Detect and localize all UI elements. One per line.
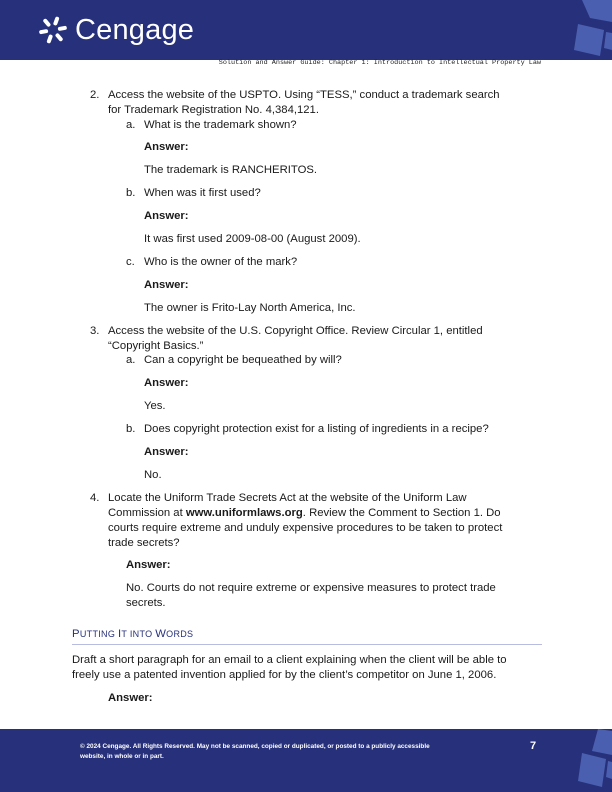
q4-text-line-3: courts require extreme and unduly expensive procedures to be taken to protect xyxy=(108,522,503,534)
q3-number: 3. xyxy=(90,325,100,337)
uniformlaws-link[interactable]: www.uniformlaws.org xyxy=(185,507,303,519)
cengage-logo-icon xyxy=(38,15,68,45)
copyright-line-1: © 2024 Cengage. All Rights Reserved. May not be scanned, copied or duplicated, or posted to a publicly accessible xyxy=(80,743,430,750)
q2b-answer-label: Answer: xyxy=(144,210,189,222)
putting-answer-label: Answer: xyxy=(108,692,153,704)
q3-text-line-2: “Copyright Basics.” xyxy=(108,340,204,352)
q4-answer-line-1: No. Courts do not require extreme or expensive measures to protect trade xyxy=(126,582,496,594)
header-decoration xyxy=(560,0,612,60)
title-sc-1: UTTING xyxy=(79,629,118,639)
q4-answer-line-2: secrets. xyxy=(126,597,166,609)
footer-band xyxy=(0,729,612,792)
q4-text-line-4: trade secrets? xyxy=(108,537,180,549)
q2-text-line-1: Access the website of the USPTO. Using “TESS,” conduct a trademark search xyxy=(108,89,500,101)
q4-line2-post: . Review the Comment to Section 1. Do xyxy=(302,507,501,519)
putting-text-line-2: freely use a patented invention applied for by the client’s competitor on June 1, 2006. xyxy=(72,669,497,681)
q4-line2-pre: Commission at xyxy=(108,507,186,519)
q2a-letter: a. xyxy=(126,119,136,131)
q4-text-line-1: Locate the Uniform Trade Secrets Act at the website of the Uniform Law xyxy=(108,492,467,504)
q2b-question: When was it first used? xyxy=(144,187,261,199)
title-sc-3: ORDS xyxy=(166,629,194,639)
title-cap-3: W xyxy=(155,628,167,640)
q2b-letter: b. xyxy=(126,187,136,199)
q3b-question: Does copyright protection exist for a listing of ingredients in a recipe? xyxy=(144,423,489,435)
q3b-answer-label: Answer: xyxy=(144,446,189,458)
copyright-notice xyxy=(80,742,500,762)
q2b-answer: It was first used 2009-08-00 (August 2009). xyxy=(144,233,361,245)
footer-decoration xyxy=(572,729,612,792)
q4-answer-label: Answer: xyxy=(126,559,171,571)
q2c-answer: The owner is Frito-Lay North America, Inc. xyxy=(144,302,356,314)
header-band xyxy=(0,0,612,60)
q2c-answer-label: Answer: xyxy=(144,279,189,291)
q2c-question: Who is the owner of the mark? xyxy=(144,256,298,268)
putting-text-line-1: Draft a short paragraph for an email to a client explaining when the client will be able to xyxy=(72,654,507,666)
q3b-answer: No. xyxy=(144,469,162,481)
q4-number: 4. xyxy=(90,492,100,504)
q4-text-line-2 xyxy=(108,506,501,521)
title-sc-2: T INTO xyxy=(121,629,156,639)
title-cap-2: I xyxy=(117,628,122,640)
q2c-letter: c. xyxy=(126,256,135,268)
title-cap-1: P xyxy=(72,628,80,640)
q2a-question: What is the trademark shown? xyxy=(144,119,297,131)
section-title xyxy=(72,628,193,640)
running-head: Solution and Answer Guide: Chapter 1: Introduction to Intellectual Property Law xyxy=(218,59,541,67)
q3a-answer-label: Answer: xyxy=(144,377,189,389)
section-divider xyxy=(72,644,542,645)
q3-text-line-1: Access the website of the U.S. Copyright Office. Review Circular 1, entitled xyxy=(108,325,483,337)
q2-number: 2. xyxy=(90,89,100,101)
q2a-answer: The trademark is RANCHERITOS. xyxy=(144,164,318,176)
q3a-answer: Yes. xyxy=(144,400,166,412)
q2-text-line-2: for Trademark Registration No. 4,384,121. xyxy=(108,104,319,116)
cengage-logo xyxy=(38,14,194,46)
copyright-line-2: website, in whole or in part. xyxy=(80,753,164,760)
page-number: 7 xyxy=(530,740,537,752)
q3a-letter: a. xyxy=(126,354,136,366)
q3b-letter: b. xyxy=(126,423,136,435)
q2a-answer-label: Answer: xyxy=(144,141,189,153)
q3a-question: Can a copyright be bequeathed by will? xyxy=(144,354,342,366)
brand-name: Cengage xyxy=(75,14,195,46)
